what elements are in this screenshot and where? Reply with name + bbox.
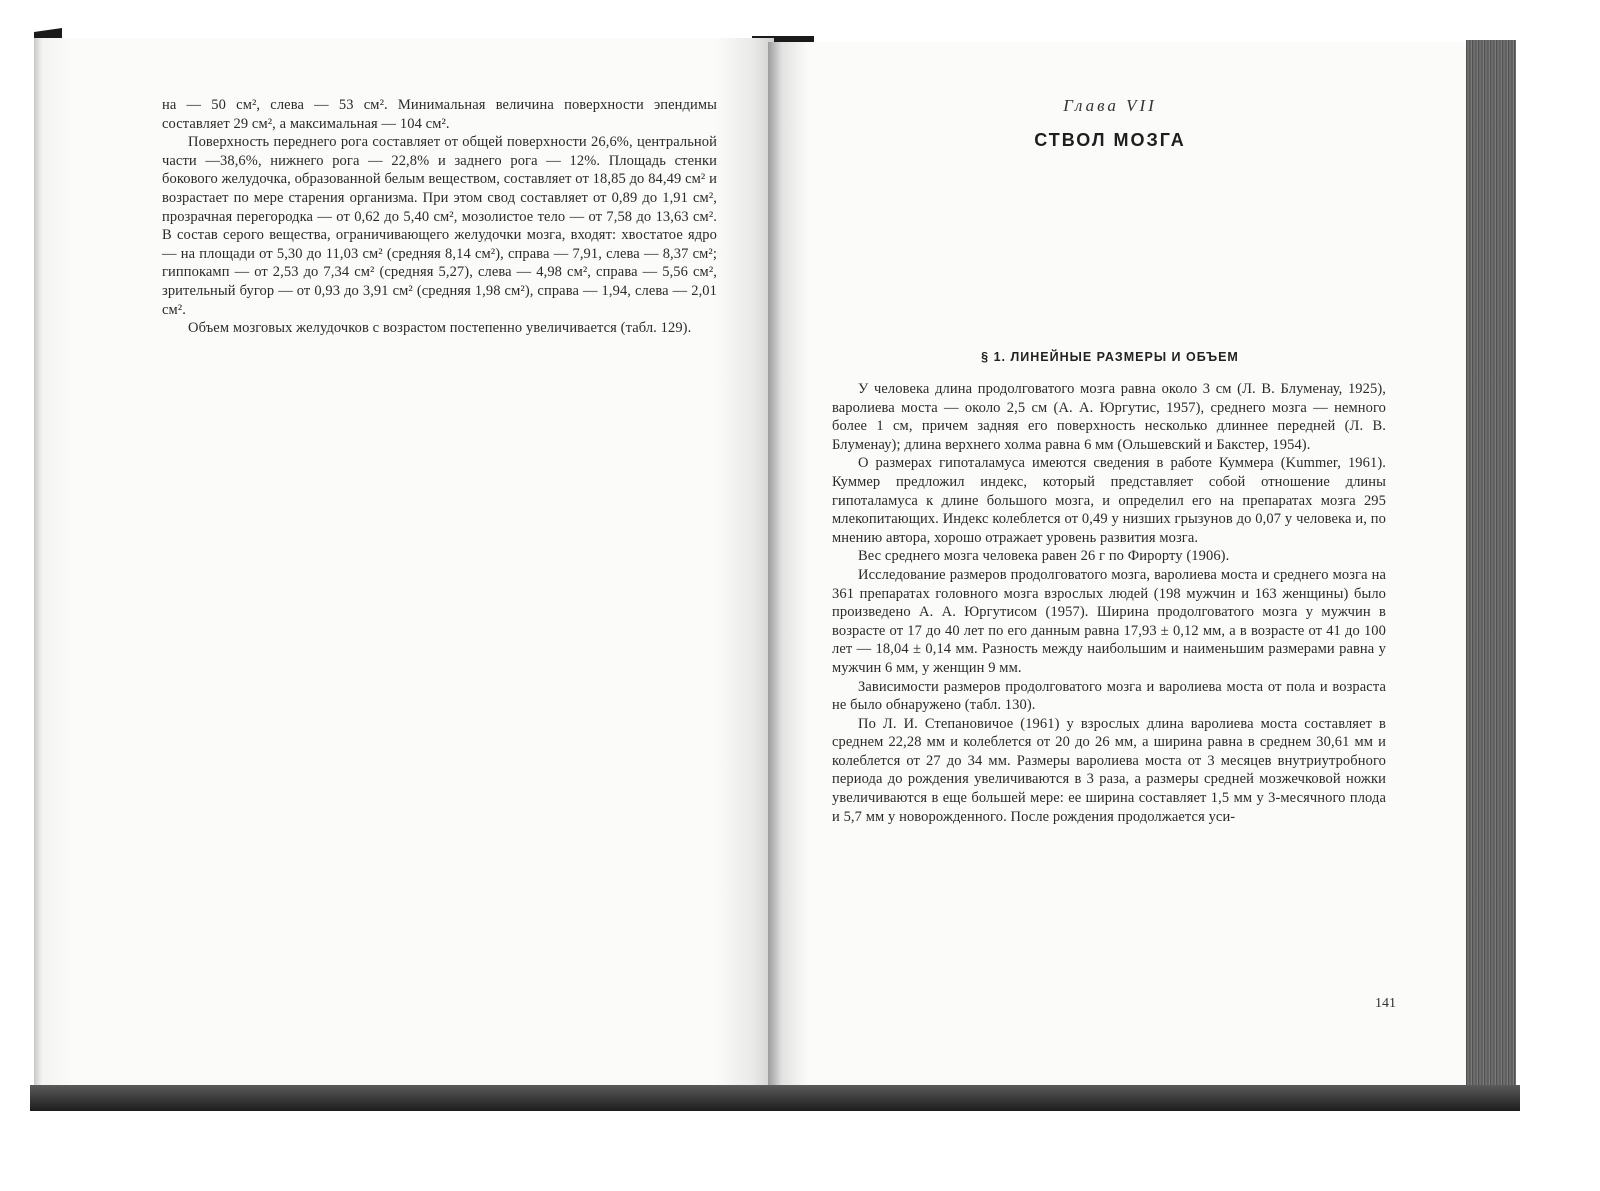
paragraph: По Л. И. Степановичое (1961) у взрослых длина варолиева моста составляет в среднем 22,28 мм и колеблется от 20 до 26 мм, а ширина равна в среднем 30,61 мм и колеблется от 27 до 34 мм. Размеры варолиева моста от 3 месяцев внутриутробного периода до рождения увеличиваются в 3 раза, а размеры средней мозжечковой ножки увеличиваются в еще большей мере: ее ширина составляет 1,5 мм у 3-месячного плода и 5,7 мм у новорожденного. После рождения продолжается уси- — [832, 715, 1386, 825]
section-title: § 1. ЛИНЕЙНЫЕ РАЗМЕРЫ И ОБЪЕМ — [981, 350, 1239, 364]
paragraph: Поверхность переднего рога составляет от общей поверхности 26,6%, центральной части —38,6%, нижнего рога — 22,8% и заднего рога — 12%. Площадь стенки бокового желудочка, образованной белым веществом, составляет от 18,85 до 84,49 см² и возрастает по мере старения организма. При этом свод составляет от 0,89 до 1,91 см², прозрачная перегородка — от 0,62 до 5,40 см², мозолистое тело — от 7,58 до 13,63 см². В состав серого вещества, ограничивающего желудочки мозга, входят: хвостатое ядро — на площади от 5,30 до 11,03 см² (средняя 8,14 см²), справа — 7,91, слева — 8,37 см²; гиппокамп — от 2,53 до 7,34 см² (средняя 5,27), слева — 4,98 см², справа — 5,56 см², зрительный бугор — от 0,93 до 3,91 см² (средняя 1,98 см²), справа — 1,94, слева — 2,01 см². — [162, 134, 717, 318]
left-page-text — [162, 96, 717, 338]
paragraph: на — 50 см², слева — 53 см². Минимальная величина поверхности эпендимы составляет 29 см², а максимальная — 104 см². — [162, 97, 717, 132]
chapter-label: Глава VII — [1063, 96, 1157, 115]
page-stack-edge — [1466, 40, 1516, 1090]
paragraph: Объем мозговых желудочков с возрастом постепенно увеличивается (табл. 129). — [188, 320, 692, 337]
paragraph: Вес среднего мозга человека равен 26 г по Фирорту (1906). — [858, 548, 1230, 565]
scan-edge-bottom — [30, 1085, 1520, 1111]
paragraph: О размерах гипоталамуса имеются сведения в работе Куммера (Kummer, 1961). Куммер предложил индекс, который представляет собой отношение длины гипоталамуса к длине большого мозга, и определил его на препаратах мозга 295 млекопитающих. Индекс колеблется от 0,49 у низших грызунов до 0,07 у человека и, по мнению автора, хорошо отражает уровень развития мозга. — [832, 455, 1386, 546]
page-number: 141 — [1375, 996, 1396, 1011]
paragraph: У человека длина продолговатого мозга равна около 3 см (Л. В. Блуменау, 1925), варолиева моста — около 2,5 см (А. А. Юргутис, 1957), среднего мозга — немного более 1 см, причем задняя его поверхность несколько длиннее передней (Л. В. Блуменау); длина верхнего холма равна 6 мм (Ольшевский и Бакстер, 1954). — [832, 381, 1386, 453]
paragraph: Зависимости размеров продолговатого мозга и варолиева моста от пола и возраста не было обнаружено (табл. 130). — [832, 678, 1386, 714]
right-page-text — [832, 380, 1386, 826]
chapter-title: СТВОЛ МОЗГА — [1034, 130, 1186, 150]
paragraph: Исследование размеров продолговатого мозга, варолиева моста и среднего мозга на 361 препаратах головного мозга взрослых людей (198 мужчин и 163 женщины) было произведено А. А. Юргутисом (1957). Ширина продолговатого мозга у мужчин в возрасте от 17 до 40 лет по его данным равна 17,93 ± 0,12 мм, а в возрасте от 41 до 100 лет — 18,04 ± 0,14 мм. Разность между наибольшим и наименьшим размерами равна у мужчин 6 мм, у женщин 9 мм. — [832, 566, 1386, 676]
